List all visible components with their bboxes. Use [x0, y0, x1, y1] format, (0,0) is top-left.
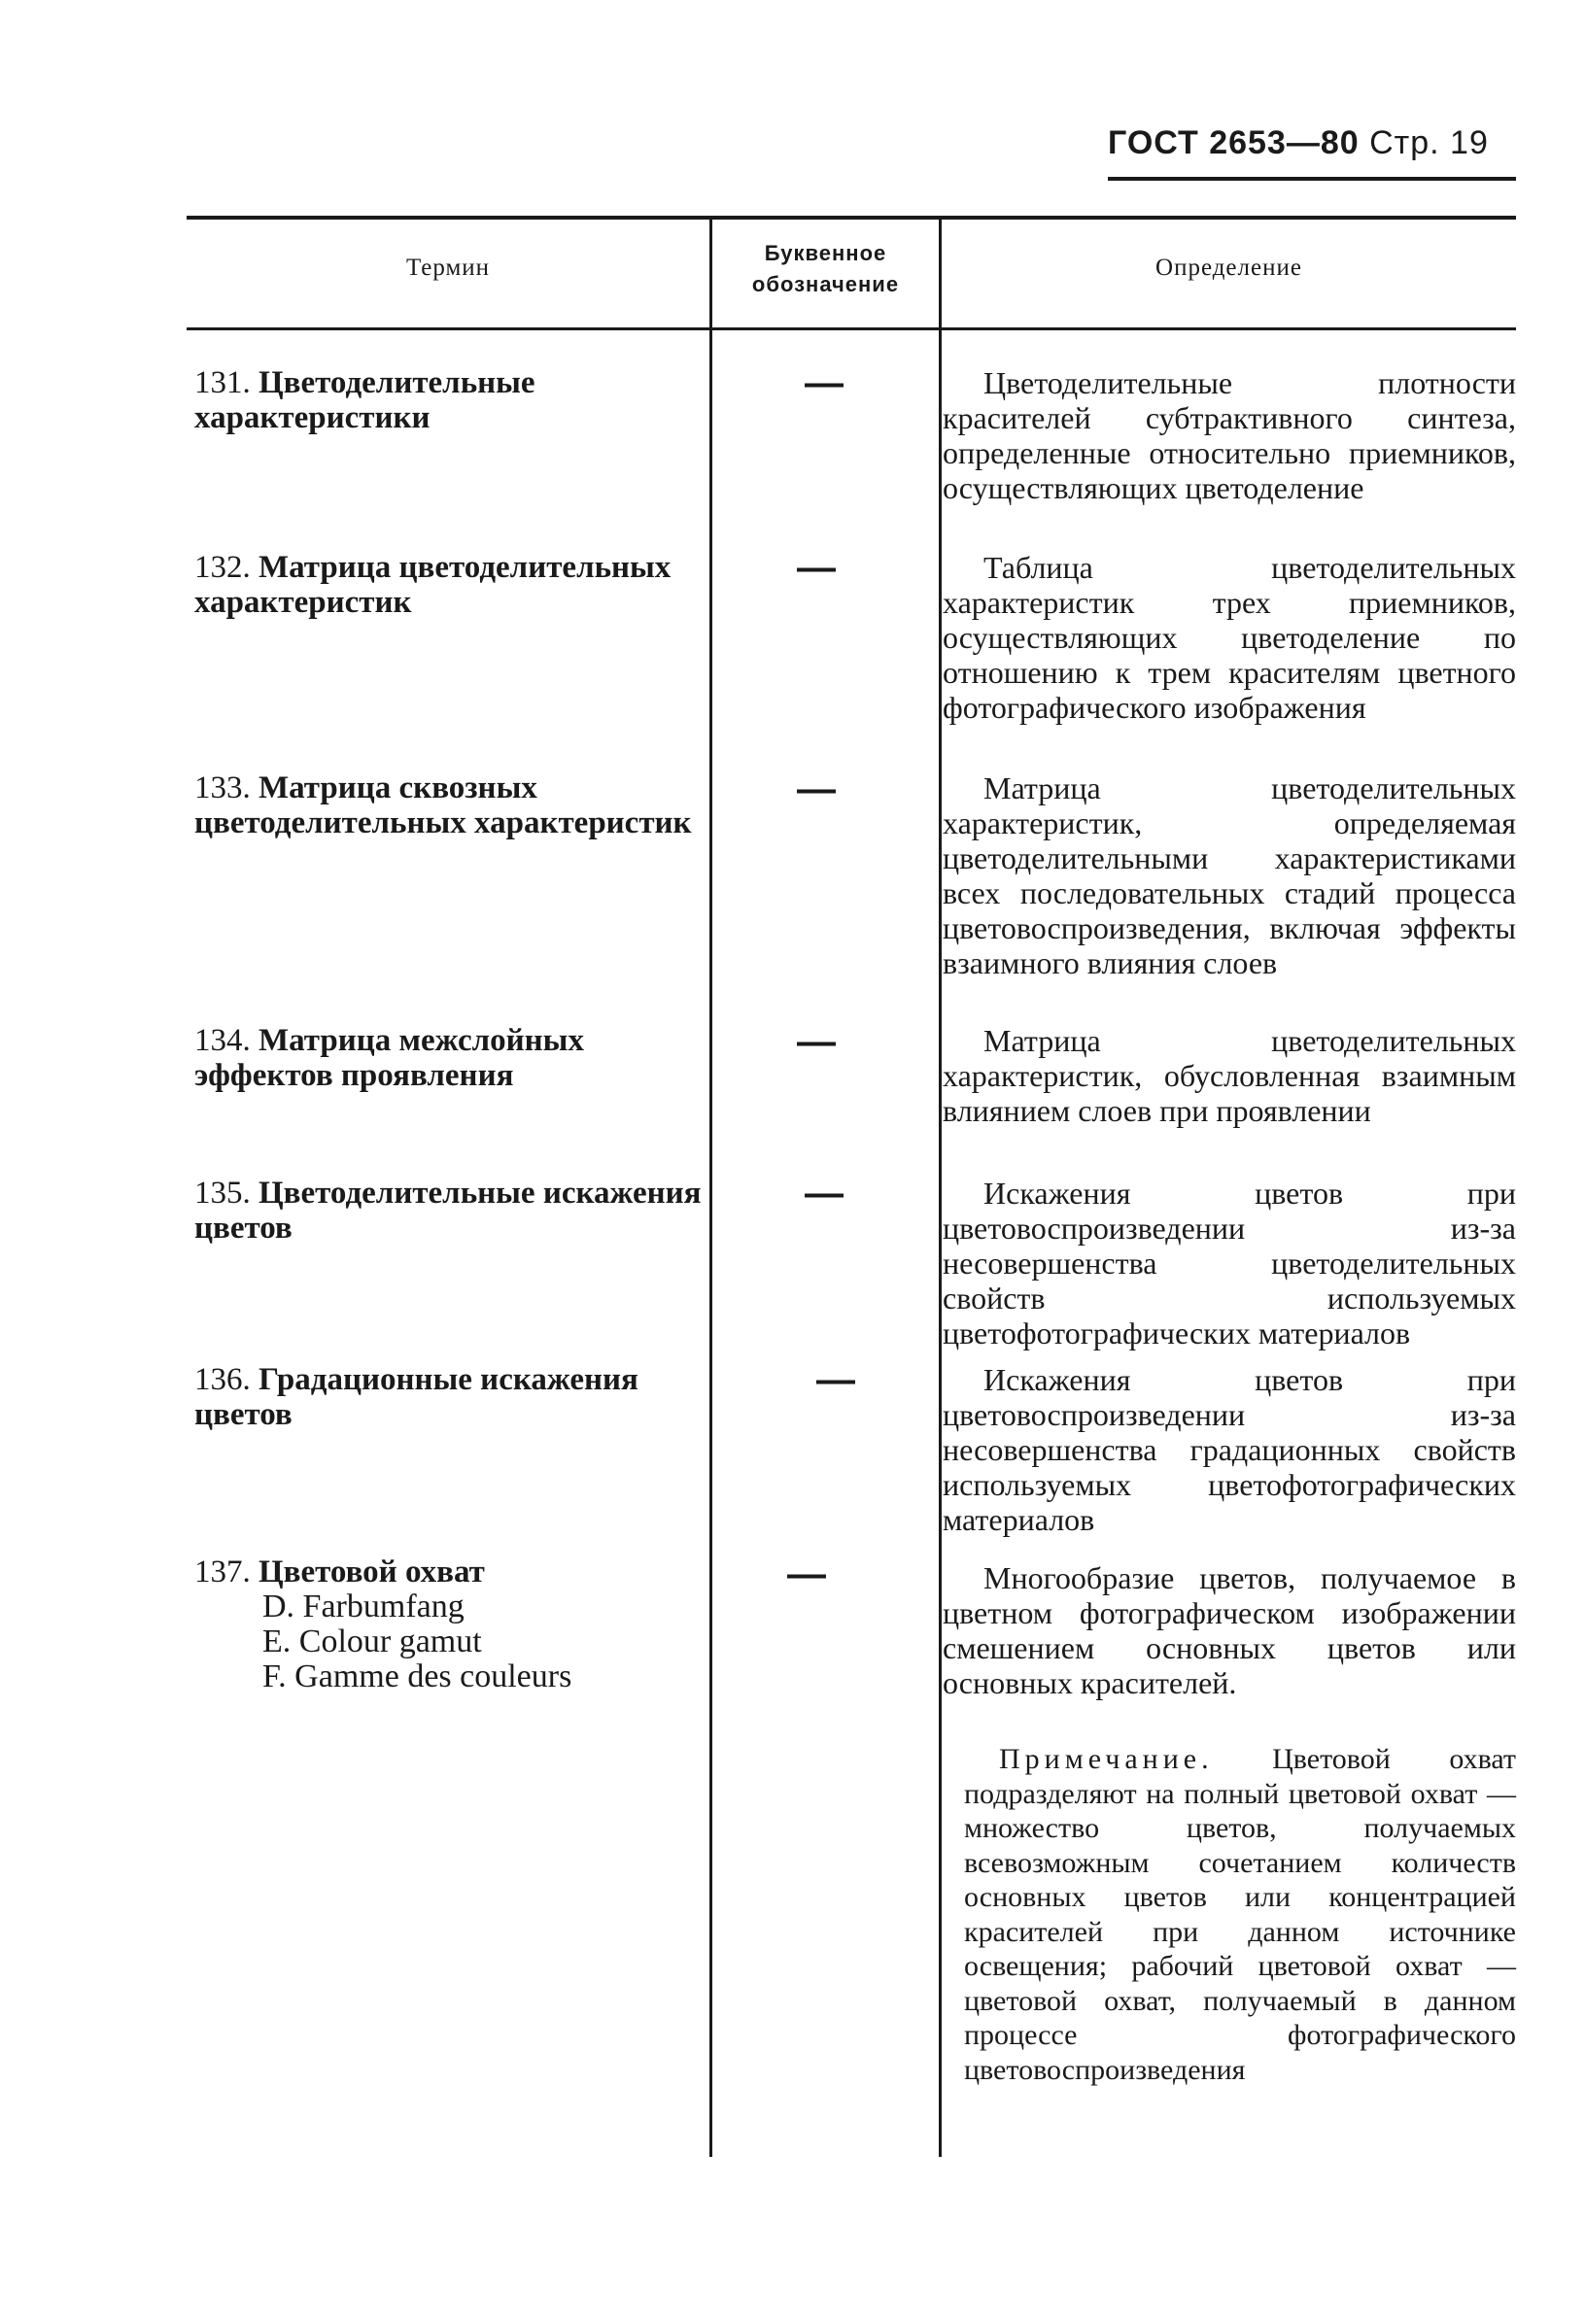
definition-137-note [964, 1742, 1516, 2087]
term-name: Градационные искажения цветов [194, 1362, 638, 1432]
term-134 [194, 1023, 709, 1093]
foreign-equivalent-en: E. Colour gamut [262, 1623, 482, 1659]
term-132 [194, 550, 709, 620]
term-number: 131. [194, 365, 251, 400]
term-133 [194, 770, 709, 840]
term-name: Цветовой охват [258, 1555, 485, 1589]
table-header-rule [187, 327, 1516, 330]
header-underline [1108, 177, 1516, 181]
page-header [1108, 124, 1489, 162]
definition-135: Искажения цветов при цветовоспроизведении из-за несовершенства цветоделительных свойств используемых цветофотографических материалов [943, 1176, 1516, 1350]
term-name: Цветоделительные искажения цветов [194, 1176, 702, 1246]
term-name: Матрица сквозных цветоделительных характеристик [194, 770, 692, 840]
term-137 [194, 1555, 709, 1694]
term-number: 137. [194, 1555, 251, 1589]
definition-131: Цветоделительные плотности красителей субтрактивного синтеза, определенные относительно приемников, осуществляющих цветоделение [943, 365, 1516, 505]
column-divider-2 [939, 220, 942, 2157]
symbol-134: — [797, 1020, 836, 1063]
symbol-132: — [797, 546, 836, 589]
foreign-equivalent-fr: F. Gamme des couleurs [262, 1658, 572, 1694]
definition-132: Таблица цветоделительных характеристик трех приемников, осуществляющих цветоделение по отношению к трем красителям цветного фотографического изображения [943, 550, 1516, 725]
term-number: 134. [194, 1023, 251, 1058]
column-divider-1 [709, 220, 712, 2157]
column-header-term: Термин [405, 255, 491, 281]
term-136 [194, 1362, 709, 1432]
page-number: Стр. 19 [1369, 124, 1489, 161]
definition-136: Искажения цветов при цветовоспроизведении из-за несовершенства градационных свойств используемых цветофотографических материалов [943, 1362, 1516, 1537]
note-label: Примечание. [999, 1743, 1214, 1775]
symbol-135: — [805, 1172, 844, 1214]
term-number: 135. [194, 1176, 251, 1211]
symbol-136: — [816, 1358, 855, 1401]
term-135 [194, 1176, 709, 1246]
symbol-131: — [805, 361, 844, 404]
definition-134: Матрица цветоделительных характеристик, обусловленная взаимным влиянием слоев при проявлении [943, 1023, 1516, 1128]
standard-number: ГОСТ 2653—80 [1108, 124, 1360, 161]
term-number: 132. [194, 550, 251, 585]
term-number: 133. [194, 770, 251, 805]
term-name: Матрица межслойных эффектов проявления [194, 1023, 584, 1093]
term-name: Цветоделительные характеристики [194, 365, 535, 435]
column-header-definition: Определение [1155, 255, 1302, 281]
column-header-symbol: Буквенное обозначение [751, 241, 900, 296]
table-top-rule [187, 216, 1516, 220]
definition-137: Многообразие цветов, получаемое в цветном фотографическом изображении смешением основных цветов или основных красителей. [943, 1560, 1516, 1700]
term-name: Матрица цветоделительных характеристик [194, 550, 672, 620]
definition-133: Матрица цветоделительных характеристик, определяемая цветоделительными характеристиками всех последовательных стадий процесса цветовоспроизведения, включая эффекты взаимного влияния слоев [943, 770, 1516, 980]
note-text: Цветовой охват подразделяют на полный цветовой охват — множество цветов, получаемых всевозможным сочетанием количеств основных цветов или концентрацией красителей при данном источнике освещения; рабочий цветовой охват — цветовой охват, получаемый в данном процессе фотографического цветовоспроизведения [964, 1743, 1517, 2086]
symbol-137: — [787, 1553, 826, 1595]
symbol-133: — [797, 768, 836, 810]
term-131 [194, 365, 709, 435]
term-number: 136. [194, 1362, 251, 1397]
foreign-equivalent-de: D. Farbumfang [262, 1589, 465, 1624]
